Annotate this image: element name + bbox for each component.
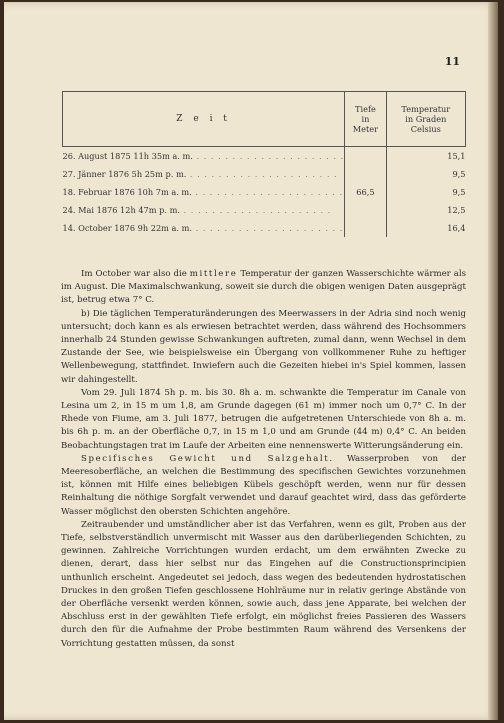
header-tiefe: Tiefe in Meter <box>345 92 386 147</box>
table-row: 18. Februar 1876 10h 7m a. m. . . . . . . . . . . . . . . . . . . . . . 9,5 <box>63 183 466 201</box>
header-temperatur: Temperatur in Graden Celsius <box>386 92 465 147</box>
row-temp: 16,4 <box>447 223 466 233</box>
table-row: 26. August 1875 11h 35m a. m. . . . . . . . . . . . . . . . . . . . . . 66,5 15,1 <box>63 147 466 166</box>
table-header-row <box>63 92 466 147</box>
page-number: 11 <box>444 55 460 68</box>
table-row: 14. October 1876 9h 22m a. m. . . . . . . . . . . . . . . . . . . . . . 16,4 <box>63 219 466 237</box>
paragraph: b) Die täglichen Temperaturänderungen des Meerwassers in der Adria sind noch wenig untersucht; doch kann es als erwiesen betrachtet werden, dass während des Hochsommers innerhalb 24 Stunden gewisse Schwankungen auftreten, zumal dann, wenn Wechsel in dem Zustande der See, wie beispielsweise ein Übergang von vollkommener Ruhe zu heftiger Wellenbewegung, stattfindet. Inwiefern auch die Gezeiten hiebei in's Spiel kommen, lassen wir dahingestellt. <box>61 308 466 385</box>
row-date: 24. Mai 1876 12h 47m p. m. <box>62 205 180 215</box>
table-row: 27. Jänner 1876 5h 25m p. m. . . . . . . . . . . . . . . . . . . . . . 9,5 <box>63 165 466 183</box>
row-date: 27. Jänner 1876 5h 25m p. m. <box>62 169 187 179</box>
row-temp: 15,1 <box>447 151 466 161</box>
paragraph: Specifisches Gewicht und Salzgehalt. Wasserproben von der Meeresoberfläche, an welchen die Bestimmung des specifischen Gewichtes vorzunehmen ist, können mit Hilfe eines beliebigen Kübels geschöpft werden, wenn nur für dessen Reinhaltung die nöthige Sorgfalt verwendet und darauf geachtet wird, dass das geförderte Wasser möglichst den obersten Schichten angehöre. <box>61 453 466 517</box>
row-date: 26. August 1875 11h 35m a. m. <box>62 151 193 161</box>
row-temp: 9,5 <box>452 187 466 197</box>
temperature-table <box>62 91 466 237</box>
row-date: 14. October 1876 9h 22m a. m. <box>62 223 193 233</box>
row-date: 18. Februar 1876 10h 7m a. m. <box>62 187 192 197</box>
page-binding-shadow <box>488 2 498 720</box>
header-zeit: Z e i t <box>63 92 345 147</box>
row-temp: 9,5 <box>452 169 466 179</box>
table-row: 24. Mai 1876 12h 47m p. m. . . . . . . . . . . . . . . . . . . . . . 12,5 <box>63 201 466 219</box>
book-page <box>4 2 498 720</box>
row-temp: 12,5 <box>447 205 466 215</box>
paragraph: Zeitraubender und umständlicher aber ist das Verfahren, wenn es gilt, Proben aus der Tiefe, selbstverständlich unvermischt mit Wasser aus den darüberliegenden Schichten, zu gewinnen. Zahlreiche Vorrichtungen wurden erdacht, um dem erwähnten Zwecke zu dienen, derart, dass hier selbst nur das Eingehen auf die Constructionsprincipien unthunlich erscheint. Angedeutet sei jedoch, dass wegen des bedeutenden hydrostatischen Druckes in den großen Tiefen geschlossene Hohlräume nur in relativ geringe Abstände von der Oberfläche versenkt werden können, sowie auch, dass jene Apparate, bei welchen der Abschluss erst in der gewählten Tiefe erfolgt, ein möglichst freies Passieren des Wassers durch den für die Aufnahme der Probe bestimmten Raum während des Versenkens der Vorrichtung gestatten müssen, da sonst <box>61 519 466 649</box>
body-text <box>61 268 466 651</box>
paragraph: Vom 29. Juli 1874 5h p. m. bis 30. 8h a. m. schwankte die Temperatur im Canale von Lesina um 2, in 15 m um 1,8, am Grunde dagegen (61 m) immer noch um 0,7° C. In der Rhede von Fiume, am 3. Juli 1877, betrugen die aufgetretenen Unterschiede von 8h a. m. bis 6h p. m. an der Oberfläche 0,7, in 15 m 1,0 und am Grunde (44 m) 0,4° C. An beiden Beobachtungstagen trat im Laufe der Arbeiten eine nennenswerte Witterungsänderung ein. <box>61 387 466 451</box>
paragraph: Im October war also die mittlere Temperatur der ganzen Wasserschichte wärmer als im August. Die Maximalschwankung, soweit sie durch die obigen wenigen Daten ausgeprägt ist, betrug etwa 7° C. <box>61 269 467 306</box>
depth-cell: 66,5 <box>345 147 386 238</box>
